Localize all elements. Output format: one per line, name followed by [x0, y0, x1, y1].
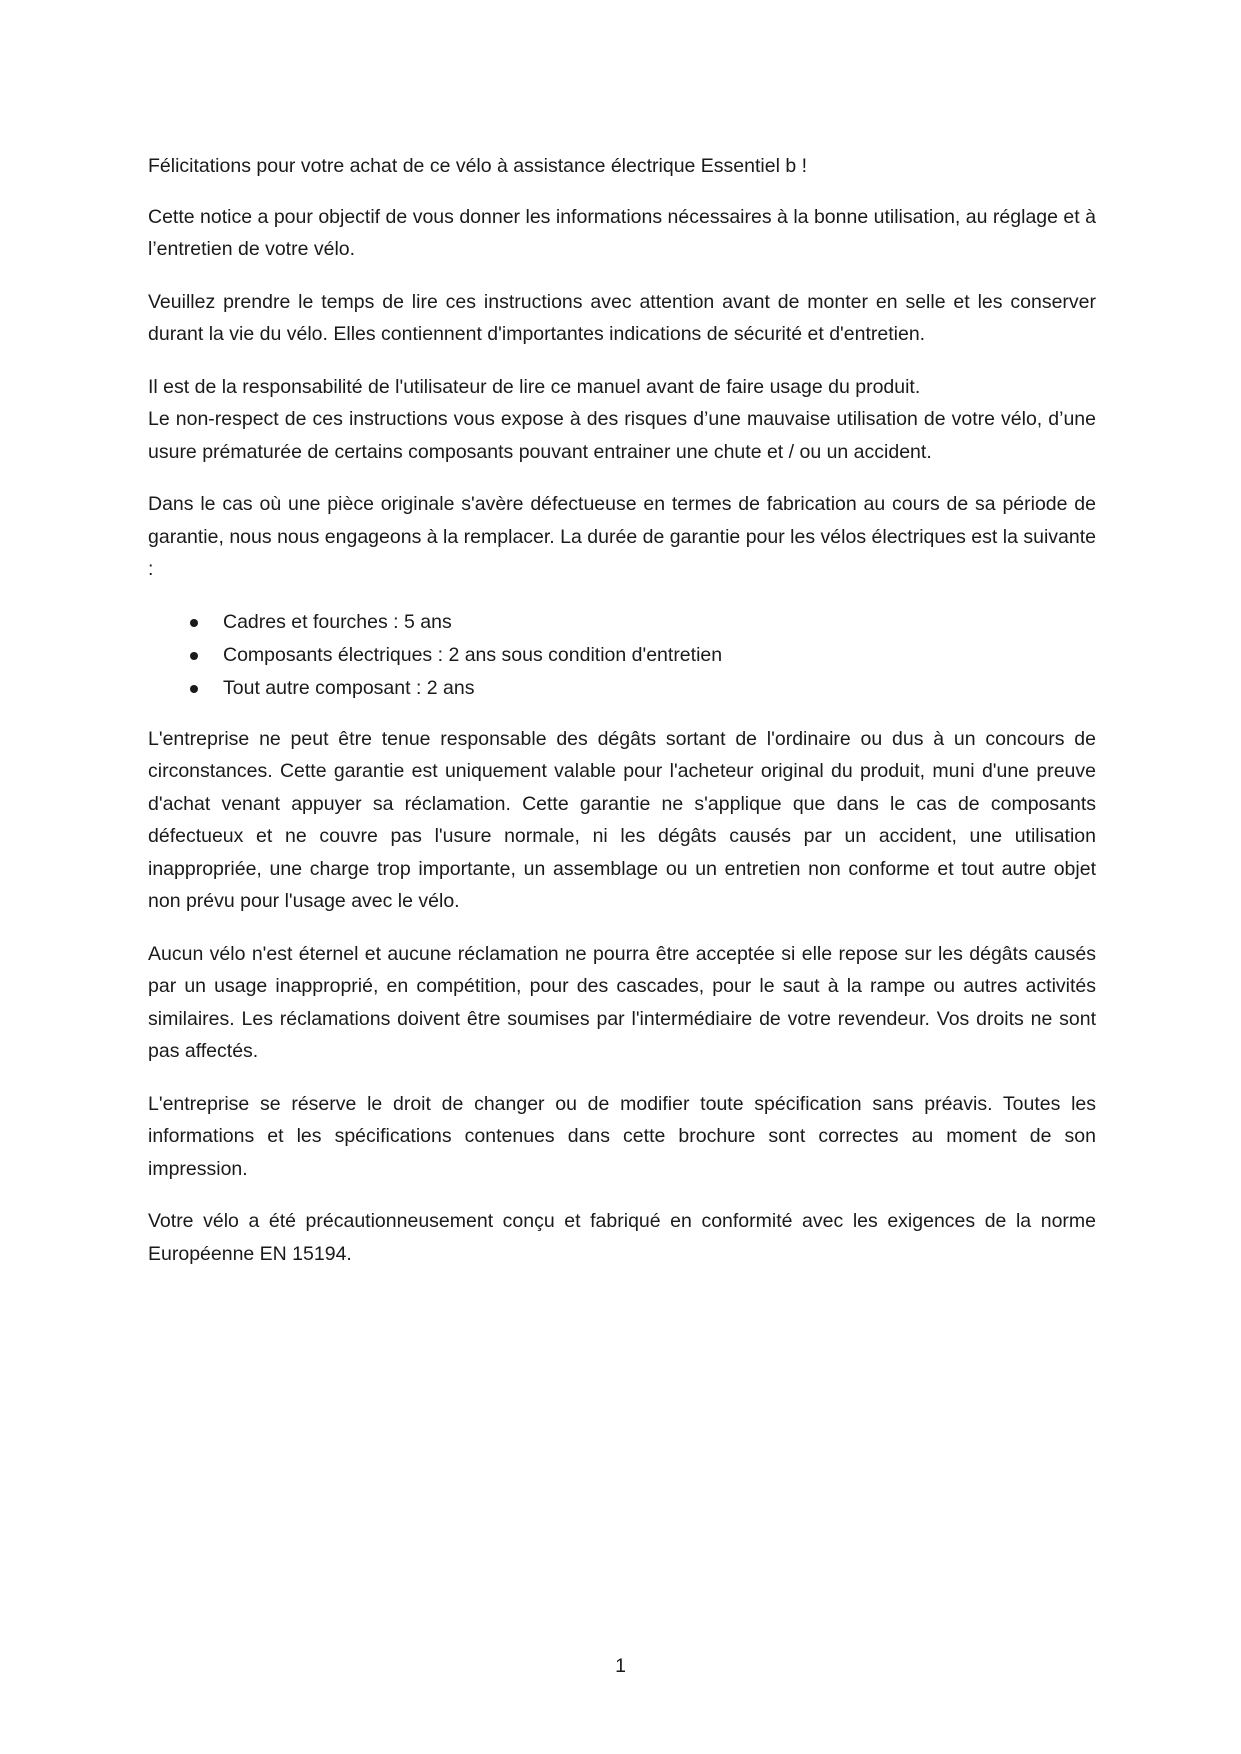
list-item	[148, 606, 1096, 639]
intro-paragraph: Félicitations pour votre achat de ce vélo à assistance électrique Essentiel b !	[148, 155, 808, 177]
liability-paragraph: L'entreprise ne peut être tenue responsable des dégâts sortant de l'ordinaire ou dus à un concours de circonstances. Cette garantie est uniquement valable pour l'acheteur original du produit, muni d'une preuve d'achat venant appuyer sa réclamation. Cette garantie ne s'applique que dans le cas de composants défectueux et ne couvre pas l'usure normale, ni les dégâts causés par un accident, une utilisation inappropriée, une charge trop importante, un assemblage ou un entretien non conforme et tout autre objet non prévu pour l'usage avec le vélo.	[148, 727, 1096, 912]
bullet-icon	[190, 652, 198, 660]
document-body	[148, 150, 1096, 1290]
warranty-list	[148, 606, 1096, 705]
bullet-icon	[190, 619, 198, 627]
risk-line: Le non-respect de ces instructions vous expose à des risques d’une mauvaise utilisation de votre vélo, d’une usure prématurée de certains composants pouvant entrainer une chute et / ou un accident.	[148, 408, 1096, 463]
list-item	[148, 639, 1096, 672]
list-item-text: Cadres et fourches : 5 ans	[223, 610, 452, 633]
page-number: 1	[615, 1655, 626, 1677]
list-item-text: Composants électriques : 2 ans sous condition d'entretien	[223, 643, 723, 666]
bullet-icon	[190, 685, 198, 693]
warranty-intro-paragraph: Dans le cas où une pièce originale s'avère défectueuse en termes de fabrication au cours de sa période de garantie, nous nous engageons à la remplacer. La durée de garantie pour les vélos électriques est la suivante :	[148, 493, 1096, 580]
list-item	[148, 672, 1096, 705]
read-instructions-paragraph: Veuillez prendre le temps de lire ces instructions avec attention avant de monter en selle et les conserver durant la vie du vélo. Elles contiennent d'importantes indications de sécurité et d'entretien.	[148, 290, 1096, 345]
conformity-paragraph: Votre vélo a été précautionneusement conçu et fabriqué en conformité avec les exigences de la norme Européenne EN 15194.	[148, 1210, 1096, 1265]
specifications-paragraph: L'entreprise se réserve le droit de changer ou de modifier toute spécification sans préavis. Toutes les informations et les spécifications contenues dans cette brochure sont correctes au moment de son impression.	[148, 1092, 1096, 1180]
responsibility-paragraph	[148, 371, 1096, 469]
purpose-paragraph: Cette notice a pour objectif de vous donner les informations nécessaires à la bonne utilisation, au réglage et à l’entretien de votre vélo.	[148, 205, 1096, 260]
claims-paragraph: Aucun vélo n'est éternel et aucune réclamation ne pourra être acceptée si elle repose sur les dégâts causés par un usage inapproprié, en compétition, pour des cascades, pour le saut à la rampe ou autres activités similaires. Les réclamations doivent être soumises par l'intermédiaire de votre revendeur. Vos droits ne sont pas affectés.	[148, 942, 1096, 1062]
list-item-text: Tout autre composant : 2 ans	[223, 676, 475, 699]
responsibility-line: Il est de la responsabilité de l'utilisateur de lire ce manuel avant de faire usage du produit.	[148, 375, 921, 398]
